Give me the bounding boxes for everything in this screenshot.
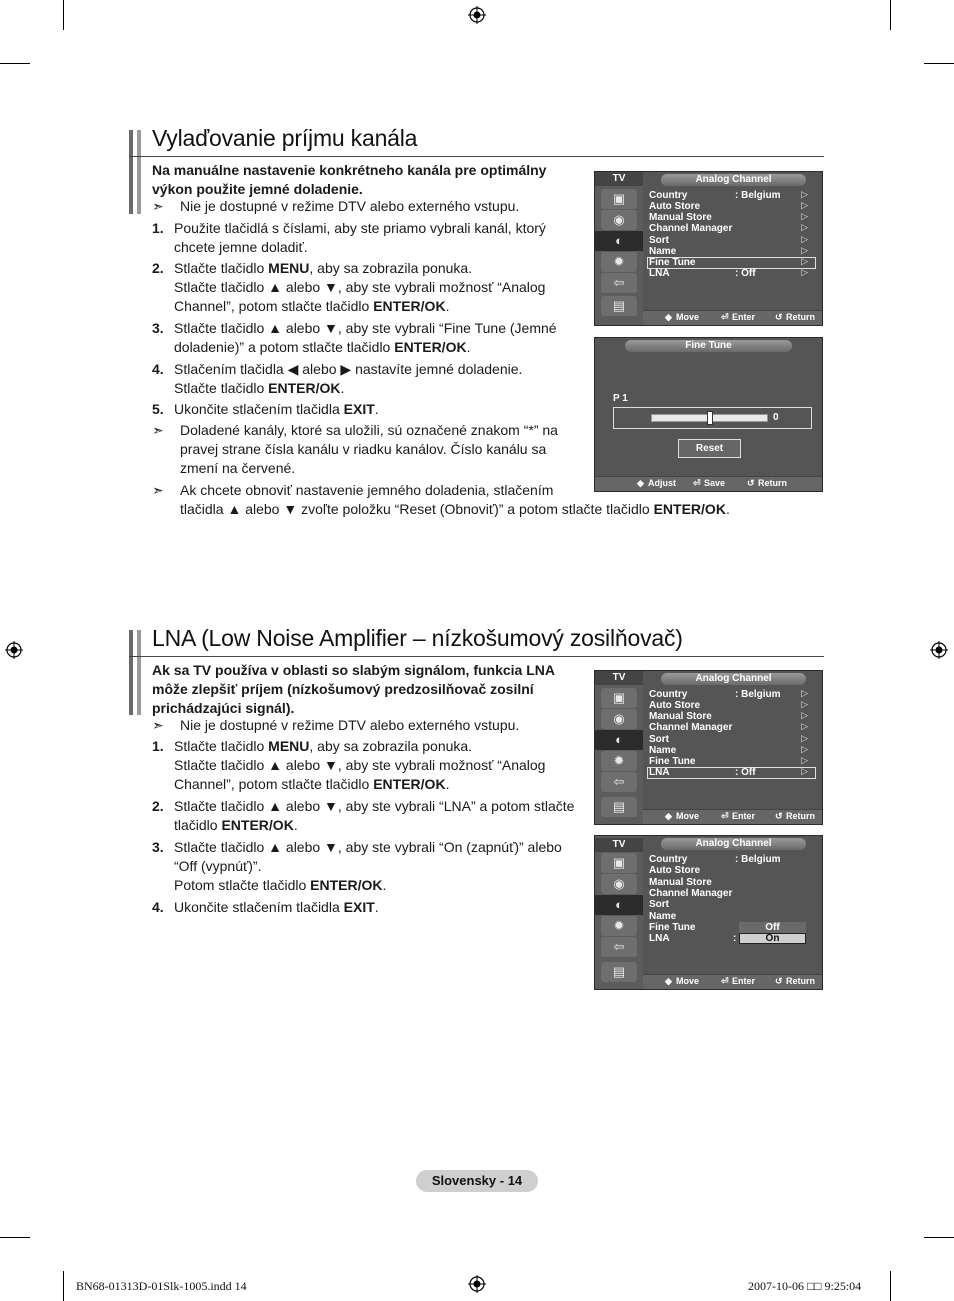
input-icon: ⇦ xyxy=(601,937,637,957)
osd-foot-enter: Enter xyxy=(732,976,756,986)
osd-analog-channel-screen xyxy=(594,171,823,326)
osd-value-lna: : Off xyxy=(735,767,756,778)
step-5: 5. Ukončite stlačením tlačidla EXIT. xyxy=(152,401,379,417)
sound-icon: ◉ xyxy=(601,210,637,230)
osd-title: Analog Channel xyxy=(661,673,806,685)
arrow-icon: ▷ xyxy=(801,699,808,709)
osd-foot-return: Return xyxy=(786,811,815,821)
osd-item-channel-manager[interactable]: Channel Manager xyxy=(649,888,733,899)
osd-item-name[interactable]: Name xyxy=(649,246,677,257)
return-icon: ↺ xyxy=(747,478,755,488)
enter-icon: ⏎ xyxy=(721,312,729,322)
section-rule xyxy=(129,156,824,157)
osd-title: Fine Tune xyxy=(625,340,792,352)
lna-option-on[interactable]: On xyxy=(739,933,806,944)
move-icon: ◆ xyxy=(665,811,672,821)
section-title: Vylaďovanie príjmu kanála xyxy=(152,125,418,151)
digital-icon: ▤ xyxy=(601,797,637,817)
osd-selection-highlight xyxy=(647,767,816,779)
setup-icon: ✹ xyxy=(601,751,637,771)
osd-foot-save: Save xyxy=(704,478,726,488)
registration-mark-icon xyxy=(468,6,486,24)
osd-item-sort[interactable]: Sort xyxy=(649,235,669,246)
osd-item-country[interactable]: Country xyxy=(649,689,688,700)
osd-foot-enter: Enter xyxy=(732,811,756,821)
arrow-icon: ▷ xyxy=(801,267,808,277)
osd-footer xyxy=(643,310,822,325)
enter-icon: ⏎ xyxy=(721,811,729,821)
osd-analog-channel-screen xyxy=(594,670,823,825)
enter-icon: ⏎ xyxy=(721,976,729,986)
section-title: LNA (Low Noise Amplifier – nízkošumový zosilňovač) xyxy=(152,625,683,651)
osd-item-fine-tune[interactable]: Fine Tune xyxy=(649,257,696,268)
osd-fine-tune-screen xyxy=(594,337,823,492)
section-bar xyxy=(137,630,141,715)
osd-item-lna[interactable]: LNA xyxy=(649,268,670,279)
osd-item-lna[interactable]: LNA xyxy=(649,933,670,944)
osd-footer xyxy=(595,476,822,491)
osd-footer xyxy=(643,974,822,989)
crop-mark xyxy=(890,0,891,30)
osd-colon: : xyxy=(733,933,737,944)
input-icon: ⇦ xyxy=(601,772,637,792)
osd-item-fine-tune[interactable]: Fine Tune xyxy=(649,922,696,933)
return-icon: ↺ xyxy=(775,811,783,821)
step-1: 1. Použite tlačidlá s číslami, aby ste priamo vybrali kanál, ktorý chcete jemne doladiť. xyxy=(152,220,546,255)
reset-button[interactable]: Reset xyxy=(678,439,741,458)
osd-value-lna: : Off xyxy=(735,268,756,279)
crop-mark xyxy=(924,1237,954,1238)
channel-icon: ◐ xyxy=(595,231,643,251)
osd-title: Analog Channel xyxy=(661,838,806,850)
osd-value-country: : Belgium xyxy=(735,190,781,201)
arrow-icon: ▷ xyxy=(801,733,808,743)
osd-item-name[interactable]: Name xyxy=(649,911,677,922)
move-icon: ◆ xyxy=(665,312,672,322)
osd-tv-label: TV xyxy=(595,838,643,852)
fine-tune-slider-thumb[interactable] xyxy=(707,411,713,425)
osd-item-channel-manager[interactable]: Channel Manager xyxy=(649,223,733,234)
osd-item-auto-store[interactable]: Auto Store xyxy=(649,865,701,876)
registration-mark-icon xyxy=(930,641,948,659)
crop-mark xyxy=(0,63,30,64)
section-bar xyxy=(137,130,141,214)
arrow-icon: ▷ xyxy=(801,688,808,698)
osd-item-country[interactable]: Country xyxy=(649,854,688,865)
osd-item-manual-store[interactable]: Manual Store xyxy=(649,711,712,722)
osd-foot-adjust: Adjust xyxy=(648,478,676,488)
osd-item-manual-store[interactable]: Manual Store xyxy=(649,212,712,223)
crop-mark xyxy=(63,1271,64,1301)
date-slug: 2007-10-06 □□ 9:25:04 xyxy=(748,1279,862,1293)
arrow-icon: ▷ xyxy=(801,766,808,776)
channel-icon: ◐ xyxy=(595,730,643,750)
osd-channel-number: P 1 xyxy=(613,393,628,404)
arrow-icon: ▷ xyxy=(801,721,808,731)
channel-icon: ◐ xyxy=(595,895,643,915)
arrow-icon: ▷ xyxy=(801,200,808,210)
file-slug: BN68-01313D-01Slk-1005.indd 14 xyxy=(76,1279,247,1293)
fine-tune-value: 0 xyxy=(773,412,779,423)
crop-mark xyxy=(0,1237,30,1238)
step-1: 1. Stlačte tlačidlo MENU, aby sa zobrazila ponuka. Stlačte tlačidlo ▲ alebo ▼, aby ste vybrali možnosť “Analog Channel”, potom stlačte tlačidlo ENTER/OK. xyxy=(152,738,546,792)
note-arrow-icon: ➣ xyxy=(152,482,164,498)
osd-foot-return: Return xyxy=(786,312,815,322)
adjust-icon: ◆ xyxy=(637,478,644,488)
osd-item-sort[interactable]: Sort xyxy=(649,899,669,910)
osd-value-country: : Belgium xyxy=(735,689,781,700)
note: ➣ Nie je dostupné v režime DTV alebo externého vstupu. xyxy=(152,717,520,733)
crop-mark xyxy=(924,63,954,64)
osd-item-sort[interactable]: Sort xyxy=(649,734,669,745)
crop-mark xyxy=(63,0,64,30)
input-icon: ⇦ xyxy=(601,273,637,293)
picture-icon: ▣ xyxy=(601,688,637,708)
note: ➣ Doladené kanály, ktoré sa uložili, sú označené znakom “*” na pravej strane čísla kanálu v riadku kanálov. Číslo kanálu sa zmení na červené. xyxy=(152,422,558,476)
osd-foot-move: Move xyxy=(676,976,700,986)
section-intro: Ak sa TV používa v oblasti so slabým signálom, funkcia LNA môže zlepšiť príjem (nízkošumový predzosilňovač zosilní prichádzajúci signál). xyxy=(152,662,555,716)
osd-foot-return: Return xyxy=(786,976,815,986)
arrow-icon: ▷ xyxy=(801,189,808,199)
section-bar xyxy=(129,630,133,715)
digital-icon: ▤ xyxy=(601,962,637,982)
osd-item-country[interactable]: Country xyxy=(649,190,688,201)
osd-foot-move: Move xyxy=(676,811,700,821)
arrow-icon: ▷ xyxy=(801,256,808,266)
note-arrow-icon: ➣ xyxy=(152,198,164,214)
osd-foot-return: Return xyxy=(758,478,787,488)
osd-item-auto-store[interactable]: Auto Store xyxy=(649,700,701,711)
return-icon: ↺ xyxy=(775,312,783,322)
osd-foot-enter: Enter xyxy=(732,312,756,322)
osd-footer xyxy=(643,809,822,824)
arrow-icon: ▷ xyxy=(801,755,808,765)
osd-item-name[interactable]: Name xyxy=(649,745,677,756)
osd-item-fine-tune[interactable]: Fine Tune xyxy=(649,756,696,767)
step-3: 3. Stlačte tlačidlo ▲ alebo ▼, aby ste vybrali “Fine Tune (Jemné doladenie)” a potom stlačte tlačidlo ENTER/OK. xyxy=(152,320,557,355)
registration-mark-icon xyxy=(5,641,23,659)
page-number-badge: Slovensky - 14 xyxy=(416,1170,538,1192)
arrow-icon: ▷ xyxy=(801,744,808,754)
note-arrow-icon: ➣ xyxy=(152,717,164,733)
section-intro: Na manuálne nastavenie konkrétneho kanála pre optimálny výkon použite jemné doladenie. xyxy=(152,162,547,197)
section-bar xyxy=(129,130,133,214)
registration-mark-icon xyxy=(468,1275,486,1293)
step-3: 3. Stlačte tlačidlo ▲ alebo ▼, aby ste vybrali “On (zapnúť)” alebo “Off (vypnúť)”. Potom stlačte tlačidlo ENTER/OK. xyxy=(152,839,562,893)
osd-item-lna[interactable]: LNA xyxy=(649,767,670,778)
setup-icon: ✹ xyxy=(601,916,637,936)
osd-foot-move: Move xyxy=(676,312,700,322)
sound-icon: ◉ xyxy=(601,874,637,894)
osd-item-auto-store[interactable]: Auto Store xyxy=(649,201,701,212)
osd-item-manual-store[interactable]: Manual Store xyxy=(649,877,712,888)
crop-mark xyxy=(890,1271,891,1301)
step-4: 4. Stlačením tlačidla ◀ alebo ▶ nastavíte jemné doladenie. Stlačte tlačidlo ENTER/OK. xyxy=(152,361,523,396)
arrow-icon: ▷ xyxy=(801,710,808,720)
arrow-icon: ▷ xyxy=(801,245,808,255)
arrow-icon: ▷ xyxy=(801,222,808,232)
arrow-icon: ▷ xyxy=(801,234,808,244)
picture-icon: ▣ xyxy=(601,853,637,873)
note: ➣ Ak chcete obnoviť nastavenie jemného doladenia, stlačením tlačidla ▲ alebo ▼ zvoľte položku “Reset (Obnoviť)” a potom stlačte tlačidlo ENTER/OK. xyxy=(152,482,730,517)
osd-analog-channel-screen xyxy=(594,835,823,990)
enter-icon: ⏎ xyxy=(693,478,701,488)
lna-option-off[interactable]: Off xyxy=(739,922,806,933)
osd-tv-label: TV xyxy=(595,172,643,186)
osd-tv-label: TV xyxy=(595,671,643,685)
step-2: 2. Stlačte tlačidlo MENU, aby sa zobrazila ponuka. Stlačte tlačidlo ▲ alebo ▼, aby ste vybrali možnosť “Analog Channel”, potom stlačte tlačidlo ENTER/OK. xyxy=(152,260,546,314)
step-2: 2. Stlačte tlačidlo ▲ alebo ▼, aby ste vybrali “LNA” a potom stlačte tlačidlo ENTER/OK. xyxy=(152,798,575,833)
arrow-icon: ▷ xyxy=(801,211,808,221)
section-rule xyxy=(129,656,824,657)
move-icon: ◆ xyxy=(665,976,672,986)
osd-title: Analog Channel xyxy=(661,174,806,186)
sound-icon: ◉ xyxy=(601,709,637,729)
return-icon: ↺ xyxy=(775,976,783,986)
note-arrow-icon: ➣ xyxy=(152,422,164,438)
osd-value-country: : Belgium xyxy=(735,854,781,865)
osd-item-channel-manager[interactable]: Channel Manager xyxy=(649,722,733,733)
setup-icon: ✹ xyxy=(601,252,637,272)
picture-icon: ▣ xyxy=(601,189,637,209)
digital-icon: ▤ xyxy=(601,296,637,316)
step-4: 4. Ukončite stlačením tlačidla EXIT. xyxy=(152,899,379,915)
